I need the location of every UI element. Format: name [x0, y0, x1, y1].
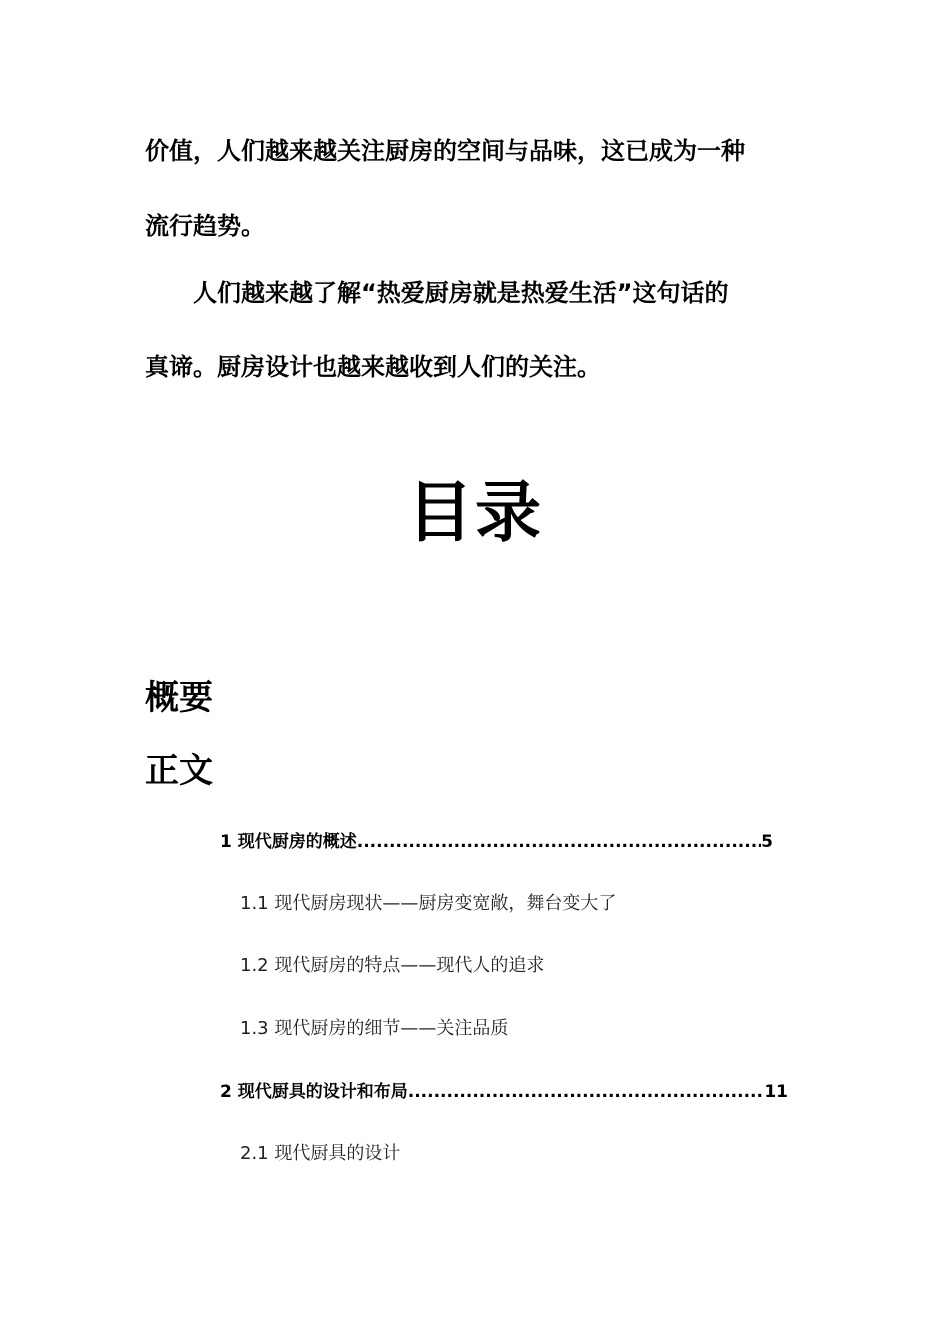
body-text-line: 人们越来越了解“热爱厨房就是热爱生活”这句话的: [193, 279, 729, 307]
toc-entry-chapter-2[interactable]: [220, 1080, 788, 1104]
body-text-line: 流行趋势。: [145, 212, 265, 240]
summary-heading: 概要: [145, 678, 213, 718]
body-text-line: 真谛。厨房设计也越来越收到人们的关注。: [145, 353, 601, 381]
toc-entry-subsection[interactable]: 1.3 现代厨房的细节——关注品质: [240, 1018, 509, 1039]
toc-entry-subsection[interactable]: 1.1 现代厨房现状——厨房变宽敞，舞台变大了: [240, 893, 617, 914]
body-text-line: 价值，人们越来越关注厨房的空间与品味，这已成为一种: [145, 137, 745, 165]
toc-title: 目录: [407, 474, 543, 551]
toc-entry-label: 1 现代厨房的概述: [220, 832, 357, 852]
toc-entry-subsection[interactable]: 2.1 现代厨具的设计: [240, 1143, 401, 1164]
toc-dot-leader: [408, 1080, 765, 1104]
toc-dot-leader: [357, 830, 761, 854]
toc-entry-page-number: 5: [761, 832, 773, 852]
body-heading: 正文: [145, 751, 213, 791]
toc-entry-page-number: 11: [764, 1082, 788, 1102]
toc-entry-chapter-1[interactable]: [220, 830, 773, 854]
toc-entry-subsection[interactable]: 1.2 现代厨房的特点——现代人的追求: [240, 955, 545, 976]
toc-entry-label: 2 现代厨具的设计和布局: [220, 1082, 408, 1102]
